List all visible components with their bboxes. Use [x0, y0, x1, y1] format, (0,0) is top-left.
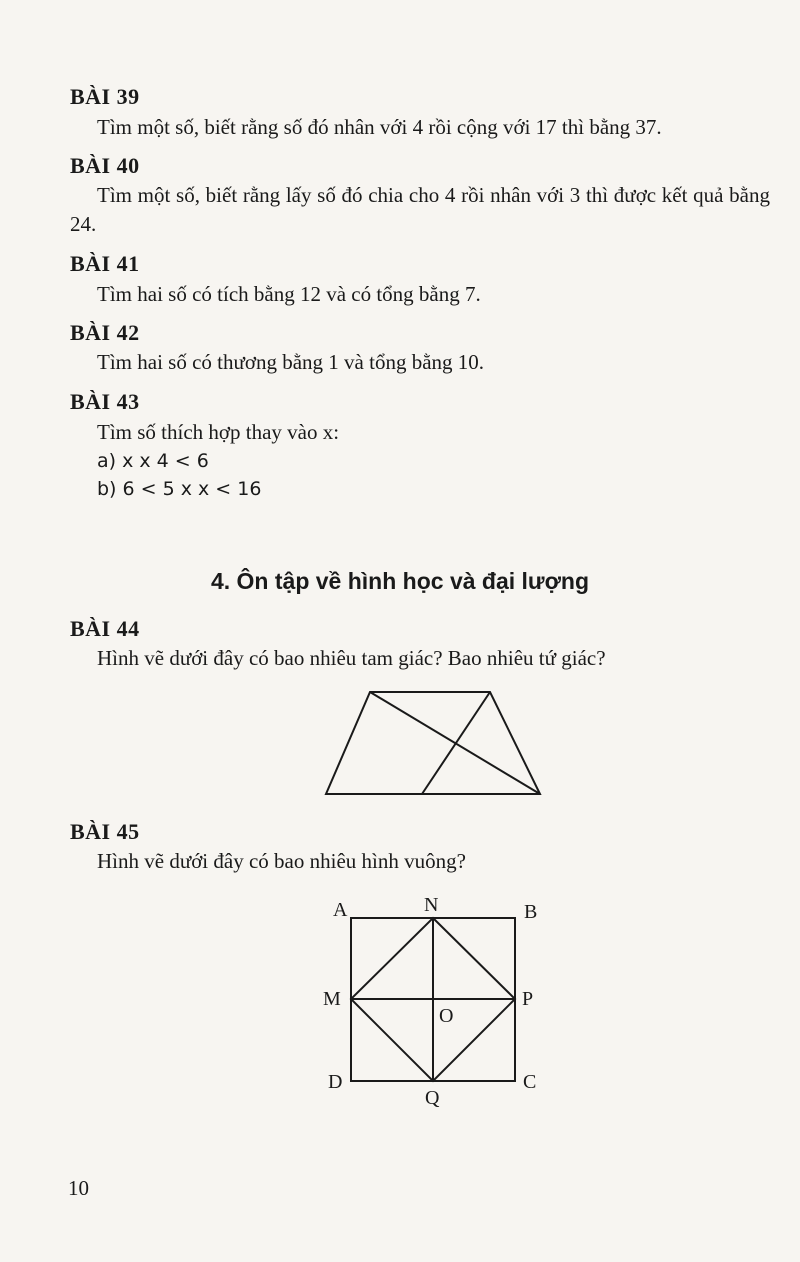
problem-43-part-b: b) 6 < 5 x x < 16 [97, 478, 262, 500]
problem-44-title: BÀI 44 [70, 616, 140, 641]
problem-40-text: Tìm một số, biết rằng lấy số đó chia cho 4 rồi nhân với 3 thì được kết quả bằng 24. [70, 183, 770, 236]
problem-43-part-a: a) x x 4 < 6 [97, 450, 209, 472]
problem-41-text: Tìm hai số có tích bằng 12 và có tổng bằng 7. [97, 282, 481, 306]
problem-39-text: Tìm một số, biết rằng số đó nhân với 4 rồi cộng với 17 thì bằng 37. [97, 115, 662, 139]
label-B: B [524, 901, 538, 923]
label-C: C [523, 1071, 537, 1093]
problem-44-text: Hình vẽ dưới đây có bao nhiêu tam giác? Bao nhiêu tứ giác? [97, 646, 606, 670]
problem-43-title: BÀI 43 [70, 389, 140, 414]
label-Q: Q [425, 1087, 440, 1109]
label-O: O [439, 1005, 454, 1027]
label-M: M [323, 988, 341, 1010]
problem-39-title: BÀI 39 [70, 84, 140, 109]
page-number: 10 [68, 1176, 89, 1200]
problem-45-title: BÀI 45 [70, 819, 140, 844]
problem-41-title: BÀI 41 [70, 251, 140, 276]
problem-43-text: Tìm số thích hợp thay vào x: [97, 420, 340, 444]
label-P: P [522, 988, 534, 1010]
problem-42-title: BÀI 42 [70, 320, 140, 345]
label-D: D [328, 1071, 343, 1093]
problem-40-title: BÀI 40 [70, 153, 140, 178]
problem-45-text: Hình vẽ dưới đây có bao nhiêu hình vuông? [97, 849, 466, 873]
label-A: A [333, 899, 348, 921]
section-heading: 4. Ôn tập về hình học và đại lượng [210, 568, 590, 594]
label-N: N [424, 894, 439, 916]
problem-42-text: Tìm hai số có thương bằng 1 và tổng bằng 10. [97, 350, 485, 374]
